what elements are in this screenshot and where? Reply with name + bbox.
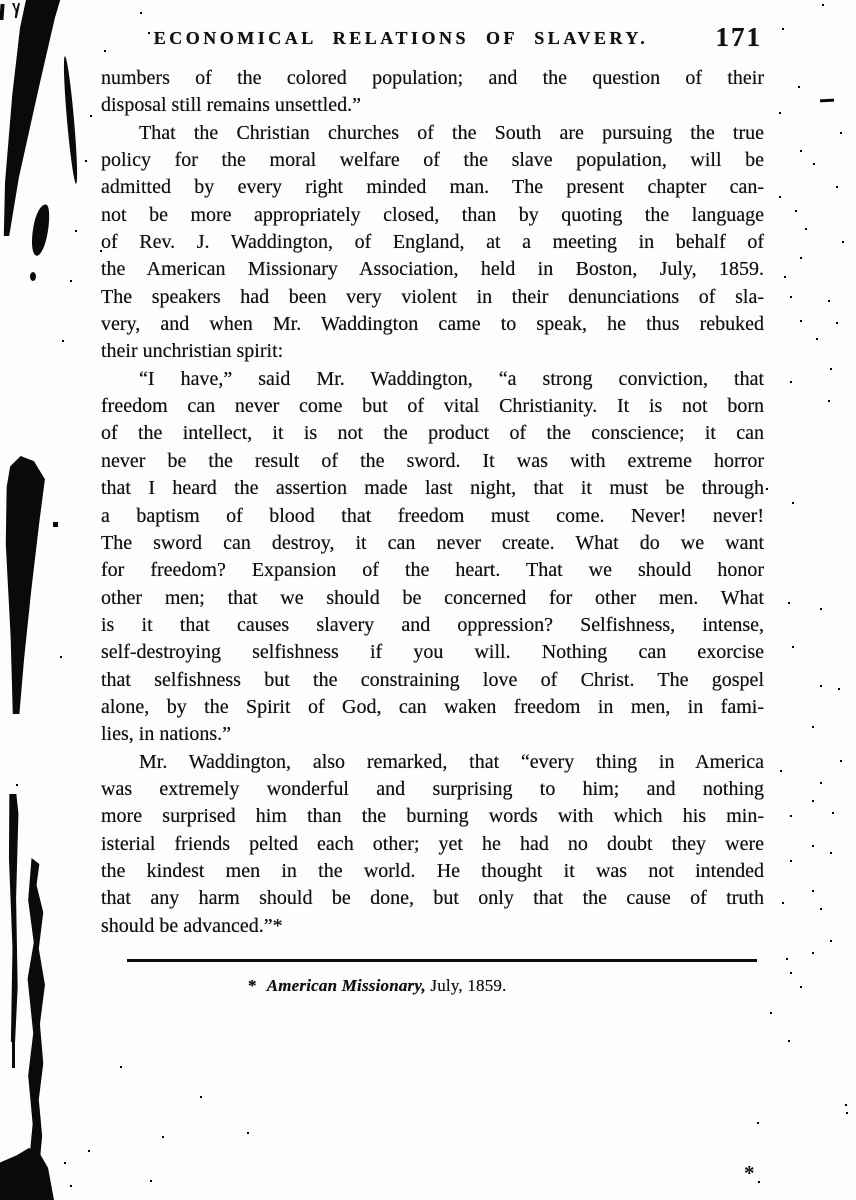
text-line: not be more appropriately closed, than by quoting the language: [101, 203, 764, 226]
text-line: was extremely wonderful and surprising to him; and nothing: [101, 777, 764, 800]
footnote-marker: *: [248, 976, 257, 995]
text-line: their unchristian spirit:: [101, 340, 284, 363]
text-line: Mr. Waddington, also remarked, that “every thing in America: [139, 750, 764, 773]
footnote-rule: [127, 959, 757, 962]
ink-mark: [0, 4, 5, 20]
text-line: disposal still remains unsettled.”: [101, 94, 361, 117]
text-line: is it that causes slavery and oppression? Selfishness, intense,: [101, 613, 764, 636]
footnote-source: American Missionary,: [266, 976, 426, 995]
text-line: The speakers had been very violent in their denunciations of sla-: [101, 285, 764, 308]
footnote-date: July, 1859.: [425, 976, 507, 995]
text-line: for freedom? Expansion of the heart. That we should honor: [101, 559, 764, 582]
footnote: [248, 976, 507, 996]
text-line: that selfishness but the constraining love of Christ. The gospel: [101, 668, 764, 691]
ink-mark: [820, 99, 834, 103]
page-header: [100, 24, 764, 58]
text-line: that any harm should be done, but only that the cause of truth: [101, 887, 764, 910]
ink-blob: [30, 272, 36, 281]
text-line: self-destroying selfishness if you will. Nothing can exorcise: [101, 641, 764, 664]
paragraph: [101, 120, 764, 366]
scan-specks: [0, 0, 2, 2]
text-line: more surprised him than the burning words with which his min-: [101, 805, 764, 828]
body-text: [101, 65, 764, 940]
ink-blob: [0, 1148, 60, 1200]
paragraph: [101, 366, 764, 749]
text-line: of Rev. J. Waddington, of England, at a meeting in behalf of: [101, 231, 764, 254]
ink-blob: [61, 56, 79, 184]
ink-mark: [12, 3, 20, 18]
ink-blob: [4, 456, 48, 714]
text-line: freedom can never come but of vital Christianity. It is not born: [101, 395, 764, 418]
text-line: very, and when Mr. Waddington came to speak, he thus rebuked: [101, 313, 764, 336]
text-line: isterial friends pelted each other; yet he had no doubt they were: [101, 832, 764, 855]
paragraph: [101, 65, 764, 120]
ink-blob: [2, 0, 62, 236]
printer-mark: *: [744, 1161, 755, 1185]
text-line: other men; that we should be concerned for other men. What: [101, 586, 764, 609]
paragraph: [101, 749, 764, 940]
text-line: lies, in nations.”: [101, 723, 231, 746]
ink-blob: [7, 794, 20, 1042]
text-line: the American Missionary Association, held in Boston, July, 1859.: [101, 258, 764, 281]
text-line: alone, by the Spirit of God, can waken freedom in men, in fami-: [101, 695, 764, 718]
text-line: admitted by every right minded man. The present chapter can-: [101, 176, 764, 199]
page-number: 171: [715, 22, 762, 52]
text-line: The sword can destroy, it can never create. What do we want: [101, 531, 764, 554]
text-line: That the Christian churches of the South are pursuing the true: [139, 121, 764, 144]
text-line: “I have,” said Mr. Waddington, “a strong conviction, that: [139, 367, 764, 390]
text-line: should be advanced.”*: [101, 914, 283, 937]
text-line: the kindest men in the world. He thought it was not intended: [101, 859, 764, 882]
text-line: policy for the moral welfare of the slave population, will be: [101, 149, 764, 172]
running-title: ECONOMICAL RELATIONS OF SLAVERY.: [153, 28, 649, 48]
ink-blob: [53, 522, 58, 527]
text-line: that I heard the assertion made last night, that it must be through: [101, 477, 764, 500]
text-line: numbers of the colored population; and the question of their: [101, 67, 764, 89]
text-line: a baptism of blood that freedom must come. Never! never!: [101, 504, 764, 527]
ink-blob: [22, 858, 50, 1160]
ink-blob: [12, 1038, 15, 1068]
text-line: never be the result of the sword. It was with extreme horror: [101, 449, 764, 472]
text-line: of the intellect, it is not the product of the conscience; it can: [101, 422, 764, 445]
ink-blob: [29, 203, 52, 257]
